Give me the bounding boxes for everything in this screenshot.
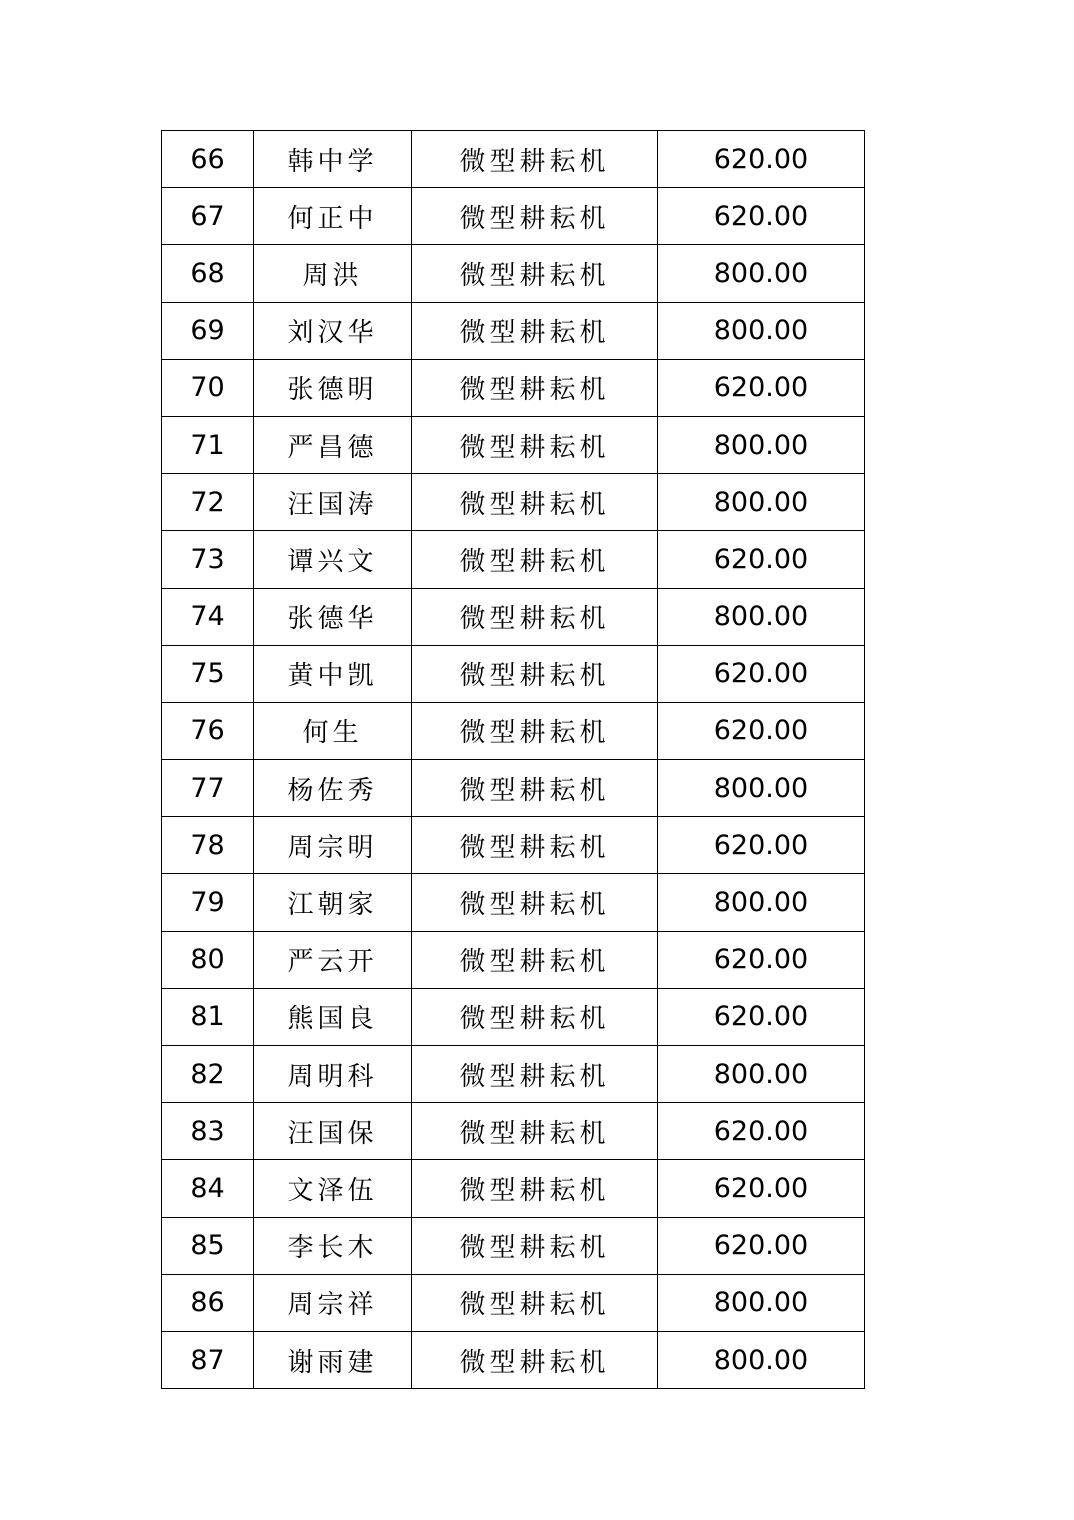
- row-number: 81: [162, 988, 254, 1045]
- row-number: 75: [162, 645, 254, 702]
- subsidy-amount: 800.00: [658, 416, 865, 473]
- machine-type: 微型耕耘机: [412, 1103, 658, 1160]
- subsidy-amount: 620.00: [658, 817, 865, 874]
- row-number: 70: [162, 359, 254, 416]
- table-row: [162, 302, 865, 359]
- machine-type: 微型耕耘机: [412, 1331, 658, 1388]
- recipient-name: 张德明: [254, 359, 412, 416]
- row-number: 73: [162, 531, 254, 588]
- row-number: 74: [162, 588, 254, 645]
- recipient-name: 严昌德: [254, 416, 412, 473]
- table-row: [162, 817, 865, 874]
- table-row: [162, 988, 865, 1045]
- subsidy-amount: 800.00: [658, 588, 865, 645]
- machine-type: 微型耕耘机: [412, 245, 658, 302]
- subsidy-amount: 620.00: [658, 1217, 865, 1274]
- recipient-name: 严云开: [254, 931, 412, 988]
- table-body: [162, 131, 865, 1389]
- row-number: 83: [162, 1103, 254, 1160]
- row-number: 77: [162, 760, 254, 817]
- subsidy-amount: 800.00: [658, 302, 865, 359]
- recipient-name: 杨佐秀: [254, 760, 412, 817]
- recipient-name: 熊国良: [254, 988, 412, 1045]
- recipient-name: 周宗明: [254, 817, 412, 874]
- row-number: 86: [162, 1274, 254, 1331]
- subsidy-table: [161, 130, 865, 1389]
- table-row: [162, 1046, 865, 1103]
- subsidy-amount: 620.00: [658, 188, 865, 245]
- machine-type: 微型耕耘机: [412, 302, 658, 359]
- table-row: [162, 874, 865, 931]
- recipient-name: 周洪: [254, 245, 412, 302]
- table-row: [162, 1274, 865, 1331]
- row-number: 84: [162, 1160, 254, 1217]
- row-number: 78: [162, 817, 254, 874]
- subsidy-amount: 620.00: [658, 131, 865, 188]
- recipient-name: 张德华: [254, 588, 412, 645]
- machine-type: 微型耕耘机: [412, 988, 658, 1045]
- machine-type: 微型耕耘机: [412, 931, 658, 988]
- machine-type: 微型耕耘机: [412, 1046, 658, 1103]
- subsidy-amount: 800.00: [658, 245, 865, 302]
- recipient-name: 周明科: [254, 1046, 412, 1103]
- recipient-name: 周宗祥: [254, 1274, 412, 1331]
- machine-type: 微型耕耘机: [412, 1160, 658, 1217]
- subsidy-amount: 800.00: [658, 1274, 865, 1331]
- row-number: 68: [162, 245, 254, 302]
- recipient-name: 谢雨建: [254, 1331, 412, 1388]
- subsidy-amount: 620.00: [658, 645, 865, 702]
- table-row: [162, 760, 865, 817]
- subsidy-amount: 620.00: [658, 359, 865, 416]
- row-number: 66: [162, 131, 254, 188]
- subsidy-amount: 800.00: [658, 1046, 865, 1103]
- machine-type: 微型耕耘机: [412, 1217, 658, 1274]
- subsidy-amount: 620.00: [658, 531, 865, 588]
- machine-type: 微型耕耘机: [412, 874, 658, 931]
- machine-type: 微型耕耘机: [412, 817, 658, 874]
- recipient-name: 江朝家: [254, 874, 412, 931]
- row-number: 79: [162, 874, 254, 931]
- machine-type: 微型耕耘机: [412, 702, 658, 759]
- table-row: [162, 245, 865, 302]
- subsidy-amount: 800.00: [658, 760, 865, 817]
- recipient-name: 汪国保: [254, 1103, 412, 1160]
- row-number: 72: [162, 474, 254, 531]
- row-number: 87: [162, 1331, 254, 1388]
- table-row: [162, 1331, 865, 1388]
- row-number: 76: [162, 702, 254, 759]
- machine-type: 微型耕耘机: [412, 131, 658, 188]
- row-number: 85: [162, 1217, 254, 1274]
- row-number: 67: [162, 188, 254, 245]
- machine-type: 微型耕耘机: [412, 531, 658, 588]
- recipient-name: 汪国涛: [254, 474, 412, 531]
- machine-type: 微型耕耘机: [412, 1274, 658, 1331]
- machine-type: 微型耕耘机: [412, 188, 658, 245]
- subsidy-amount: 620.00: [658, 1103, 865, 1160]
- subsidy-amount: 620.00: [658, 702, 865, 759]
- table-row: [162, 1217, 865, 1274]
- table-row: [162, 1103, 865, 1160]
- recipient-name: 谭兴文: [254, 531, 412, 588]
- table-row: [162, 931, 865, 988]
- recipient-name: 李长木: [254, 1217, 412, 1274]
- recipient-name: 何正中: [254, 188, 412, 245]
- machine-type: 微型耕耘机: [412, 416, 658, 473]
- table-row: [162, 702, 865, 759]
- table-row: [162, 645, 865, 702]
- row-number: 69: [162, 302, 254, 359]
- table-row: [162, 131, 865, 188]
- subsidy-amount: 800.00: [658, 874, 865, 931]
- subsidy-amount: 620.00: [658, 1160, 865, 1217]
- machine-type: 微型耕耘机: [412, 474, 658, 531]
- table-row: [162, 1160, 865, 1217]
- recipient-name: 何生: [254, 702, 412, 759]
- subsidy-amount: 620.00: [658, 988, 865, 1045]
- row-number: 71: [162, 416, 254, 473]
- table-row: [162, 416, 865, 473]
- machine-type: 微型耕耘机: [412, 760, 658, 817]
- subsidy-amount: 620.00: [658, 931, 865, 988]
- table-row: [162, 588, 865, 645]
- recipient-name: 韩中学: [254, 131, 412, 188]
- table-row: [162, 188, 865, 245]
- subsidy-amount: 800.00: [658, 1331, 865, 1388]
- machine-type: 微型耕耘机: [412, 359, 658, 416]
- recipient-name: 黄中凯: [254, 645, 412, 702]
- row-number: 80: [162, 931, 254, 988]
- subsidy-amount: 800.00: [658, 474, 865, 531]
- table-row: [162, 531, 865, 588]
- row-number: 82: [162, 1046, 254, 1103]
- table-row: [162, 474, 865, 531]
- table-row: [162, 359, 865, 416]
- recipient-name: 文泽伍: [254, 1160, 412, 1217]
- recipient-name: 刘汉华: [254, 302, 412, 359]
- machine-type: 微型耕耘机: [412, 645, 658, 702]
- machine-type: 微型耕耘机: [412, 588, 658, 645]
